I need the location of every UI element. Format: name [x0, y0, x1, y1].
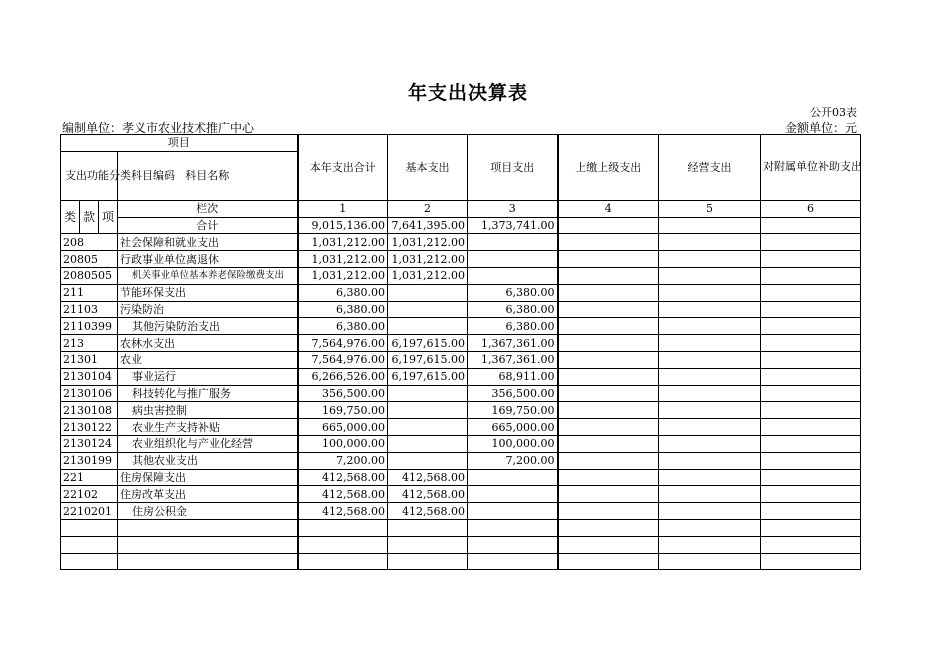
- row-code: 2130122: [61, 419, 118, 436]
- row-upper: [558, 486, 659, 503]
- expenditure-table: [60, 134, 861, 570]
- row-code: 208: [61, 234, 118, 251]
- col-number-5: 5: [659, 200, 761, 217]
- table-row: [61, 351, 861, 368]
- table-row: [61, 385, 861, 402]
- row-business: [659, 351, 761, 368]
- row-project: 1,367,361.00: [468, 335, 558, 352]
- row-business: [659, 368, 761, 385]
- row-code: 2130106: [61, 385, 118, 402]
- row-basic: 6,197,615.00: [388, 335, 468, 352]
- row-subsidy: [761, 486, 861, 503]
- row-subject-name: 科技转化与推广服务: [118, 385, 298, 402]
- table-row: [61, 251, 861, 268]
- row-business: [659, 503, 761, 520]
- table-row: [61, 503, 861, 520]
- row-total: 412,568.00: [298, 486, 388, 503]
- row-total: 1,031,212.00: [298, 267, 388, 284]
- row-project: [468, 469, 558, 486]
- table-row: [61, 284, 861, 301]
- row-project: [468, 251, 558, 268]
- row-basic: 1,031,212.00: [388, 267, 468, 284]
- row-subject-name: 农业生产支持补贴: [118, 419, 298, 436]
- row-code: 2130124: [61, 435, 118, 452]
- row-upper: [558, 385, 659, 402]
- row-code: 2130104: [61, 368, 118, 385]
- row-business: [659, 419, 761, 436]
- row-project: [468, 486, 558, 503]
- kuan-header: 款: [80, 200, 99, 234]
- row-business: [659, 318, 761, 335]
- row-project: 356,500.00: [468, 385, 558, 402]
- compiling-unit: 编制单位：孝义市农业技术推广中心: [62, 121, 255, 135]
- row-project: [468, 234, 558, 251]
- table-row: [61, 452, 861, 469]
- col-project-header: 项目支出: [468, 135, 558, 201]
- row-subject-name: 住房改革支出: [118, 486, 298, 503]
- table-row: [61, 318, 861, 335]
- row-total: 1,031,212.00: [298, 234, 388, 251]
- row-code: 2110399: [61, 318, 118, 335]
- row-upper: [558, 284, 659, 301]
- row-upper: [558, 435, 659, 452]
- row-subject-name: 其他农业支出: [118, 452, 298, 469]
- total-basic: 7,641,395.00: [388, 217, 468, 234]
- total-label: 合计: [118, 217, 298, 234]
- row-subject-name: 农林水支出: [118, 335, 298, 352]
- row-business: [659, 234, 761, 251]
- row-upper: [558, 469, 659, 486]
- lei-header: 类: [61, 200, 80, 234]
- table-row: [61, 301, 861, 318]
- row-total: 665,000.00: [298, 419, 388, 436]
- row-subject-name: 住房公积金: [118, 503, 298, 520]
- table-row: [61, 267, 861, 284]
- row-subsidy: [761, 469, 861, 486]
- col-number-3: 3: [468, 200, 558, 217]
- row-project: 6,380.00: [468, 301, 558, 318]
- row-total: 356,500.00: [298, 385, 388, 402]
- row-upper: [558, 301, 659, 318]
- row-total: 6,380.00: [298, 301, 388, 318]
- table-row: [61, 469, 861, 486]
- row-basic: 6,197,615.00: [388, 351, 468, 368]
- project-header: 项目: [61, 135, 298, 152]
- func-code-header: 支出功能分类科目编码: [61, 151, 118, 200]
- row-code: 213: [61, 335, 118, 352]
- row-upper: [558, 267, 659, 284]
- row-subsidy: [761, 385, 861, 402]
- row-code: 221: [61, 469, 118, 486]
- row-code: 211: [61, 284, 118, 301]
- row-upper: [558, 251, 659, 268]
- row-basic: [388, 435, 468, 452]
- row-subject-name: 农业: [118, 351, 298, 368]
- row-code: 22102: [61, 486, 118, 503]
- row-upper: [558, 318, 659, 335]
- row-subject-name: 污染防治: [118, 301, 298, 318]
- col-business-header: 经营支出: [659, 135, 761, 201]
- table-row: [61, 419, 861, 436]
- row-subject-name: 节能环保支出: [118, 284, 298, 301]
- row-upper: [558, 419, 659, 436]
- row-upper: [558, 335, 659, 352]
- row-business: [659, 284, 761, 301]
- row-basic: [388, 419, 468, 436]
- row-subsidy: [761, 318, 861, 335]
- amount-unit: 金额单位：元: [784, 121, 857, 135]
- row-basic: [388, 402, 468, 419]
- row-business: [659, 452, 761, 469]
- row-code: 2210201: [61, 503, 118, 520]
- row-total: 7,564,976.00: [298, 335, 388, 352]
- row-project: 169,750.00: [468, 402, 558, 419]
- row-business: [659, 301, 761, 318]
- row-business: [659, 469, 761, 486]
- table-row: [61, 335, 861, 352]
- row-subsidy: [761, 301, 861, 318]
- row-total: 7,200.00: [298, 452, 388, 469]
- row-subsidy: [761, 251, 861, 268]
- row-subsidy: [761, 435, 861, 452]
- row-project: 6,380.00: [468, 318, 558, 335]
- row-project: [468, 267, 558, 284]
- row-upper: [558, 368, 659, 385]
- row-subsidy: [761, 368, 861, 385]
- subject-name-header: 科目名称: [118, 151, 298, 200]
- table-row: [61, 402, 861, 419]
- row-code: 2130108: [61, 402, 118, 419]
- row-total: 1,031,212.00: [298, 251, 388, 268]
- row-project: 1,367,361.00: [468, 351, 558, 368]
- row-subsidy: [761, 419, 861, 436]
- row-basic: [388, 284, 468, 301]
- report-title: 年支出决算表: [407, 82, 528, 104]
- row-subject-name: 住房保障支出: [118, 469, 298, 486]
- row-subject-name: 其他污染防治支出: [118, 318, 298, 335]
- table-row: [61, 435, 861, 452]
- col-upper-header: 上缴上级支出: [558, 135, 659, 201]
- row-basic: [388, 318, 468, 335]
- row-project: 100,000.00: [468, 435, 558, 452]
- row-business: [659, 486, 761, 503]
- row-subject-name: 病虫害控制: [118, 402, 298, 419]
- row-project: [468, 503, 558, 520]
- col-number-4: 4: [558, 200, 659, 217]
- row-business: [659, 267, 761, 284]
- row-project: 6,380.00: [468, 284, 558, 301]
- row-total: 412,568.00: [298, 503, 388, 520]
- col-total-header: 本年支出合计: [298, 135, 388, 201]
- row-code: 2130199: [61, 452, 118, 469]
- row-project: 7,200.00: [468, 452, 558, 469]
- row-business: [659, 402, 761, 419]
- table-row: [61, 368, 861, 385]
- row-total: 412,568.00: [298, 469, 388, 486]
- row-upper: [558, 402, 659, 419]
- row-subject-name: 农业组织化与产业化经营: [118, 435, 298, 452]
- col-number-2: 2: [388, 200, 468, 217]
- row-project: 68,911.00: [468, 368, 558, 385]
- form-number: 公开03表: [810, 106, 857, 119]
- row-subject-name: 事业运行: [118, 368, 298, 385]
- col-number-1: 1: [298, 200, 388, 217]
- row-business: [659, 385, 761, 402]
- xiang-header: 项: [99, 200, 118, 234]
- lanci-label: 栏次: [118, 200, 298, 217]
- row-subsidy: [761, 335, 861, 352]
- row-code: 20805: [61, 251, 118, 268]
- col-number-6: 6: [761, 200, 861, 217]
- row-basic: 1,031,212.00: [388, 234, 468, 251]
- total-project: 1,373,741.00: [468, 217, 558, 234]
- row-total: 6,266,526.00: [298, 368, 388, 385]
- row-total: 6,380.00: [298, 318, 388, 335]
- row-subsidy: [761, 503, 861, 520]
- col-basic-header: 基本支出: [388, 135, 468, 201]
- row-basic: 412,568.00: [388, 469, 468, 486]
- row-basic: [388, 385, 468, 402]
- row-subsidy: [761, 351, 861, 368]
- row-total: 7,564,976.00: [298, 351, 388, 368]
- row-basic: [388, 452, 468, 469]
- row-basic: 412,568.00: [388, 503, 468, 520]
- row-business: [659, 335, 761, 352]
- row-upper: [558, 234, 659, 251]
- row-business: [659, 435, 761, 452]
- row-total: 6,380.00: [298, 284, 388, 301]
- row-subject-name: 行政事业单位离退休: [118, 251, 298, 268]
- row-upper: [558, 503, 659, 520]
- row-subject-name: 社会保障和就业支出: [118, 234, 298, 251]
- table-row: [61, 234, 861, 251]
- row-basic: 412,568.00: [388, 486, 468, 503]
- row-subsidy: [761, 234, 861, 251]
- row-code: 2080505: [61, 267, 118, 284]
- row-subsidy: [761, 284, 861, 301]
- row-business: [659, 251, 761, 268]
- row-subject-name: 机关事业单位基本养老保险缴费支出: [118, 267, 298, 284]
- row-code: 21103: [61, 301, 118, 318]
- row-basic: 1,031,212.00: [388, 251, 468, 268]
- row-subsidy: [761, 402, 861, 419]
- row-upper: [558, 452, 659, 469]
- row-total: 169,750.00: [298, 402, 388, 419]
- row-total: 100,000.00: [298, 435, 388, 452]
- row-subsidy: [761, 267, 861, 284]
- row-upper: [558, 351, 659, 368]
- total-sum: 9,015,136.00: [298, 217, 388, 234]
- row-code: 21301: [61, 351, 118, 368]
- col-subsidy-header: 对附属单位补助支出: [761, 135, 861, 201]
- table-row: [61, 486, 861, 503]
- row-basic: [388, 301, 468, 318]
- row-basic: 6,197,615.00: [388, 368, 468, 385]
- row-project: 665,000.00: [468, 419, 558, 436]
- row-subsidy: [761, 452, 861, 469]
